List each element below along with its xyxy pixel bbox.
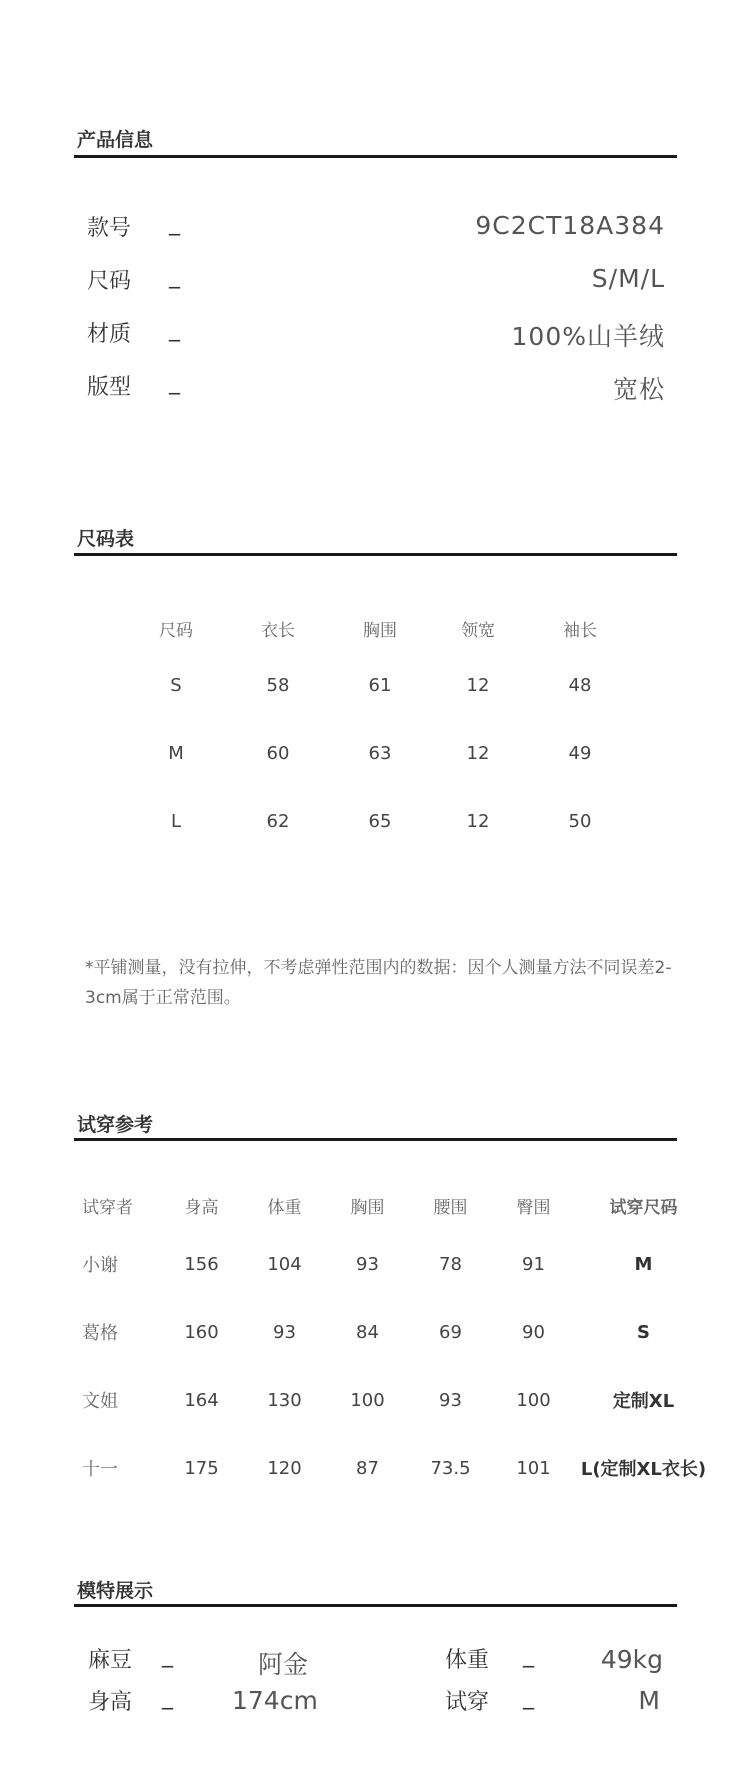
try-on-table — [82, 1180, 712, 1502]
info-value: 100%山羊绒 — [511, 322, 665, 351]
info-dash: _ — [169, 317, 180, 342]
table-cell: 90 — [522, 1321, 545, 1343]
info-value: 9C2CT18A384 — [475, 211, 665, 240]
table-row — [125, 651, 635, 719]
table-cell: 定制XL — [612, 1391, 675, 1412]
info-dash: _ — [169, 370, 180, 395]
size-table-header — [125, 606, 635, 651]
table-row — [82, 1434, 712, 1502]
table-cell: 87 — [356, 1457, 379, 1479]
info-label: 尺码 — [87, 269, 132, 294]
column-header: 胸围 — [350, 1197, 385, 1218]
table-cell: 130 — [267, 1389, 302, 1411]
model-weight-dash: _ — [523, 1643, 534, 1668]
model-name-dash: _ — [162, 1643, 173, 1668]
table-cell: 93 — [439, 1389, 462, 1411]
info-row-size — [87, 264, 665, 304]
table-cell: 60 — [266, 742, 290, 764]
table-cell: 12 — [466, 742, 490, 764]
model-size-label: 试穿 — [445, 1690, 490, 1715]
info-label: 版型 — [87, 375, 132, 400]
product-info-divider — [74, 155, 677, 158]
try-on-table-header — [82, 1180, 712, 1230]
table-cell: 73.5 — [430, 1457, 471, 1479]
model-title: 模特展示 — [77, 1580, 154, 1602]
model-height-dash: _ — [162, 1685, 173, 1710]
table-cell: 156 — [184, 1253, 219, 1275]
table-cell: 160 — [184, 1321, 219, 1343]
column-header: 试穿者 — [82, 1197, 133, 1218]
table-cell: 12 — [466, 810, 490, 832]
table-cell: 175 — [184, 1457, 219, 1479]
model-size-dash: _ — [523, 1685, 534, 1710]
model-height-value: 174cm — [232, 1686, 318, 1715]
table-cell: 50 — [568, 810, 592, 832]
table-cell: 84 — [356, 1321, 379, 1343]
column-header: 体重 — [267, 1197, 302, 1218]
table-cell: 164 — [184, 1389, 219, 1411]
column-header: 袖长 — [563, 621, 597, 641]
info-label: 材质 — [87, 322, 132, 347]
table-cell: 100 — [350, 1389, 385, 1411]
size-chart-divider — [74, 553, 677, 556]
table-cell: 十一 — [82, 1459, 118, 1480]
table-cell: 100 — [516, 1389, 551, 1411]
table-cell: 93 — [356, 1253, 379, 1275]
model-name-label: 麻豆 — [88, 1648, 133, 1673]
column-header: 尺码 — [159, 621, 193, 641]
table-cell: 91 — [522, 1253, 545, 1275]
info-row-style-no — [87, 211, 665, 251]
try-on-title: 试穿参考 — [77, 1114, 154, 1136]
model-size-value: M — [638, 1686, 660, 1715]
table-cell: 101 — [516, 1457, 551, 1479]
table-cell: 61 — [368, 674, 392, 696]
table-row — [82, 1230, 712, 1298]
table-cell: 69 — [439, 1321, 462, 1343]
product-info-title: 产品信息 — [77, 129, 154, 151]
info-value: S/M/L — [591, 264, 665, 293]
table-cell: 120 — [267, 1457, 302, 1479]
try-on-divider — [74, 1138, 677, 1141]
table-cell: 62 — [266, 810, 290, 832]
column-header: 臀围 — [516, 1197, 551, 1218]
table-cell: 文姐 — [82, 1391, 118, 1412]
table-cell: 48 — [568, 674, 592, 696]
model-weight-value: 49kg — [600, 1645, 663, 1674]
column-header: 领宽 — [461, 621, 495, 641]
column-header: 腰围 — [433, 1197, 468, 1218]
size-table — [125, 606, 635, 855]
column-header: 衣长 — [261, 621, 295, 641]
info-row-fit — [87, 370, 665, 410]
table-cell: 58 — [266, 674, 290, 696]
table-cell: 93 — [273, 1321, 296, 1343]
column-header: 胸围 — [363, 621, 397, 641]
size-chart-title: 尺码表 — [77, 528, 135, 550]
measurement-note: *平铺测量，没有拉伸，不考虑弹性范围内的数据：因个人测量方法不同误差2-3cm属于正常范围。 — [85, 958, 672, 1008]
table-cell: S — [170, 674, 182, 696]
table-row — [125, 787, 635, 855]
table-cell: 63 — [368, 742, 392, 764]
table-cell: L(定制XL衣长) — [580, 1459, 707, 1480]
table-cell: 65 — [368, 810, 392, 832]
model-height-label: 身高 — [88, 1690, 133, 1715]
table-row — [82, 1366, 712, 1434]
info-dash: _ — [169, 264, 180, 289]
model-name-value: 阿金 — [258, 1650, 309, 1679]
table-cell: 49 — [568, 742, 592, 764]
table-cell: M — [634, 1253, 653, 1275]
table-cell: L — [170, 810, 182, 832]
table-cell: 104 — [267, 1253, 302, 1275]
model-divider — [74, 1604, 677, 1607]
table-cell: 78 — [439, 1253, 462, 1275]
info-row-material — [87, 317, 665, 357]
table-row — [82, 1298, 712, 1366]
model-weight-label: 体重 — [445, 1648, 490, 1673]
info-label: 款号 — [87, 216, 132, 241]
table-cell: M — [168, 742, 184, 764]
table-cell: 12 — [466, 674, 490, 696]
table-cell: 小谢 — [82, 1255, 118, 1276]
table-row — [125, 719, 635, 787]
column-header: 试穿尺码 — [609, 1197, 678, 1218]
info-dash: _ — [169, 211, 180, 236]
info-value: 宽松 — [612, 375, 665, 404]
table-cell: S — [637, 1321, 650, 1343]
column-header: 身高 — [184, 1197, 219, 1218]
table-cell: 葛格 — [82, 1323, 118, 1344]
